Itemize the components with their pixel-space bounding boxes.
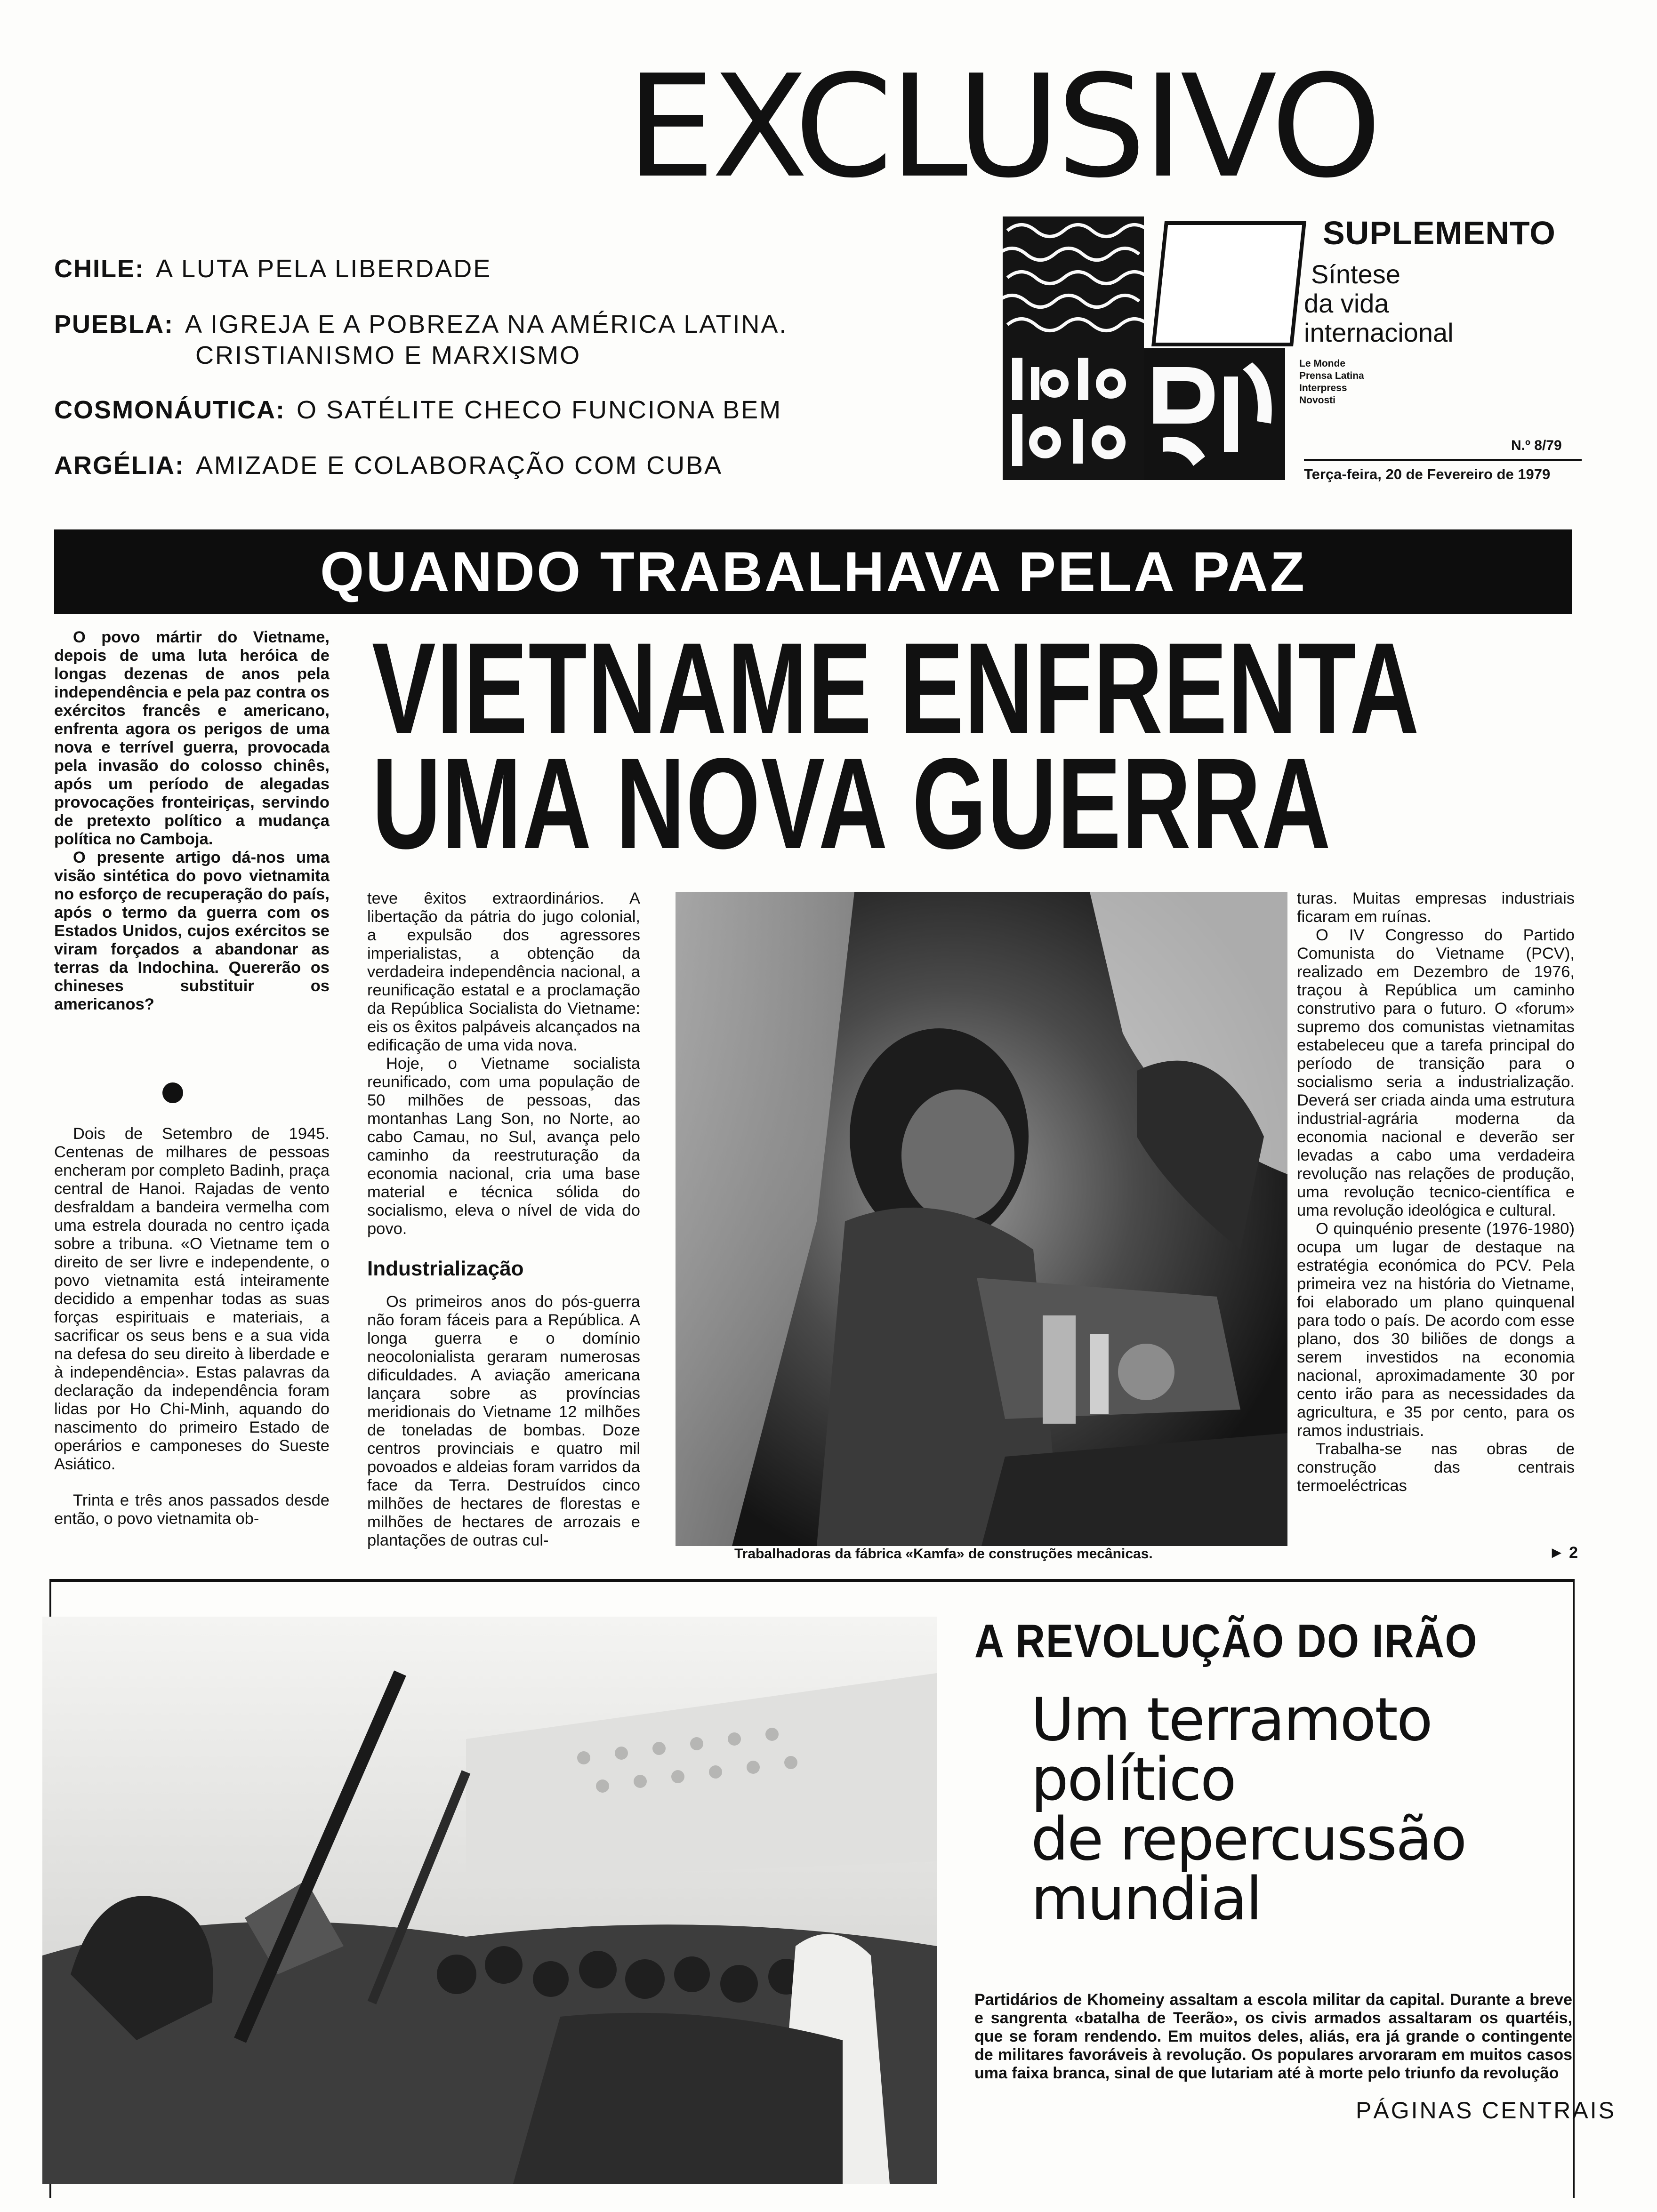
body-paragraph: O IV Congresso do Partido Comunista do Vietname (PCV), realizado em Dezembro de 1976, traçou à República um caminho construtivo para o futuro. O «forum» supremo dos comunistas vietnamitas estabeleceu que a tarefa principal do período de transição para o socialismo seria a industrialização. Deverá ser criada ainda uma estrutura industrial-agrária moderna da economia nacional e deverão ser levadas a cabo uma verdadeira revolução nas relações de produção, uma revolução tecnico-científica e uma revolução ideológica e cultural. — [1297, 926, 1575, 1219]
body-paragraph: teve êxitos extraordinários. A libertação da pátria do jugo colonial, a expulsão dos agressores imperialistas, a obtenção da verdadeira independência nacional, a reunificação estatal e a proclamação da República Socialista do Vietname: eis os êxitos palpáveis alcançados na edificação de uma vida nova. — [367, 890, 640, 1054]
article-lead — [54, 628, 330, 1014]
topic-puebla-line2 — [195, 341, 581, 370]
topic-label: CHILE: — [54, 255, 145, 283]
iran-headline-line: mundial — [1031, 1864, 1261, 1933]
topic-label: ARGÉLIA: — [54, 451, 185, 480]
topic-text: A IGREJA E A POBREZA NA AMÉRICA LATINA. — [185, 310, 788, 338]
body-paragraph: Trabalha-se nas obras de construção das centrais termoeléctricas — [1297, 1440, 1575, 1495]
date-rule — [1304, 459, 1582, 461]
topic-chile — [54, 254, 491, 283]
lead-paragraph: O povo mártir do Vietname, depois de uma luta heróica de longas dezenas de anos pela independência e pela paz contra os exércitos francês e americano, enfrenta agora os perigos de uma nova e terrível guerra, provocada pela invasão do colosso chinês, após um período de alegadas provocações fronteiriças, servindo de pretexto político a mudança política no Camboja. — [54, 628, 330, 848]
body-paragraph: Os primeiros anos do pós-guerra não foram fáceis para a República. A longa guerra e o domínio neocolonialista geraram numerosas dificuldades. A aviação americana lançara sobre as províncias meridionais do Vietname 12 milhões de toneladas de bombas. Doze centros provinciais e quatro mil povoados e aldeias foram varridos da face da Terra. Destruídos cinco milhões de hectares de florestas e milhões de hectares de arrozais e plantações de outras cul- — [367, 1293, 640, 1549]
body-paragraph: Dois de Setembro de 1945. Centenas de milhares de pessoas encheram por completo Badinh, praça central de Hanoi. Rajadas de vento desfraldam a bandeira vermelha com uma estrela dourada no centro içada sobre a tribuna. «O Vietname tem o direito de ser livre e independente, o povo vietnamita está inteiramente decidido a empenhar todas as suas forças espirituais e materiais, a sacrificar os seus bens e a sua vida na defesa do seu direito à liberdade e à independência». Estas palavras da declaração da independência foram lidas por Ho Chi-Minh, aquando do nascimento do primeiro Estado de operários e camponeses do Sueste Asiático. — [54, 1125, 330, 1473]
iran-headline-line: Um terramoto — [1031, 1685, 1432, 1754]
supplement-title: SUPLEMENTO — [1323, 215, 1556, 251]
iran-headline — [1031, 1685, 1596, 1933]
agency-item: Novosti — [1299, 395, 1336, 406]
topic-text: A LUTA PELA LIBERDADE — [155, 255, 492, 283]
article-column-3 — [1297, 890, 1575, 1495]
topic-text: CRISTIANISMO E MARXISMO — [195, 341, 581, 369]
headline-line: VIETNAME ENFRENTA — [372, 616, 1420, 761]
lead-paragraph: O presente artigo dá-nos uma visão sintética do povo vietnamita no esforço de recuperação do país, após o termo da guerra com os Estados Unidos, cujos exércitos se viram forçados a abandonar as terras da Indochina. Quererão os chineses substituir os americanos? — [54, 849, 330, 1013]
iran-kicker: A REVOLUÇÃO DO IRÃO — [974, 1615, 1478, 1667]
iran-headline-line: de repercussão — [1031, 1804, 1466, 1874]
topic-label: COSMONÁUTICA: — [54, 396, 285, 424]
center-pages-reference: PÁGINAS CENTRAIS — [1356, 2097, 1616, 2124]
topic-argelia — [54, 451, 723, 480]
bullet-separator — [162, 1082, 183, 1103]
topic-label: PUEBLA: — [54, 310, 174, 338]
photo-caption: Trabalhadoras da fábrica «Kamfa» de construções mecânicas. — [734, 1546, 1153, 1562]
factory-workers-photo — [676, 892, 1287, 1546]
section-subhead: Industrialização — [367, 1257, 524, 1280]
main-headline — [372, 616, 1420, 876]
body-paragraph: Hoje, o Vietname socialista reunificado, com uma população de 50 milhões de pessoas, das montanhas Lang Son, no Norte, ao cabo Camau, no Sul, avança pelo caminho da reestruturação da economia nacional, cria uma base material e técnica sólida do socialismo, eleva o nível de vida do povo. — [367, 1055, 640, 1238]
body-paragraph: O quinquénio presente (1976-1980) ocupa um lugar de destaque na estratégia económica do PCV. Pela primeira vez na história do Vietname, foi elaborado um plano quinquenal para todo o país. De acordo com esse plano, dos 30 biliões de dongs a serem investidos na economia nacional, aproximadamente 30 por cento irão para as necessidades da agricultura, e 35 por cento, para os ramos industriais. — [1297, 1220, 1575, 1440]
iran-headline-line: político — [1031, 1745, 1235, 1814]
headline-line: UMA NOVA GUERRA — [372, 731, 1332, 876]
iran-photo-caption: Partidários de Khomeiny assaltam a escola militar da capital. Durante a breve e sangrenta «batalha de Teerão», os civis armados assaltaram os quartéis, que se foram rendendo. Em muitos deles, aliás, era já grande o contingente de militares favoráveis à revolução. Os populares arvoraram em muitos casos uma faixa branca, sinal de que lutariam até à morte pelo triunfo da revolução — [974, 1991, 1572, 2082]
body-paragraph: Trinta e três anos passados desde então, o povo vietnamita ob- — [54, 1491, 330, 1528]
supplement-subtitle — [1304, 260, 1502, 347]
article-column-2 — [367, 890, 640, 1550]
continued-page: ► 2 — [1549, 1544, 1578, 1562]
diario-logo-tile — [1144, 348, 1285, 480]
topic-text: O SATÉLITE CHECO FUNCIONA BEM — [296, 396, 782, 424]
topic-cosmonautica — [54, 395, 782, 425]
banner-headline: QUANDO TRABALHAVA PELA PAZ — [54, 529, 1572, 614]
continued-page-number: 2 — [1569, 1544, 1578, 1562]
topic-puebla — [54, 310, 788, 339]
masthead-title: EXCLUSIVO — [626, 45, 1378, 209]
topic-text: AMIZADE E COLABORAÇÃO COM CUBA — [195, 451, 723, 480]
subtitle-line: da vida — [1304, 289, 1389, 318]
diario-de-lisboa-logo — [1003, 216, 1144, 480]
agency-list — [1299, 358, 1364, 407]
issue-number: N.º 8/79 — [1511, 438, 1562, 453]
agency-item: Prensa Latina — [1299, 370, 1364, 381]
tehran-crowd-photo — [42, 1617, 937, 2184]
issue-date: Terça-feira, 20 de Fevereiro de 1979 — [1304, 466, 1551, 482]
body-paragraph: turas. Muitas empresas industriais ficaram em ruínas. — [1297, 890, 1575, 926]
article-column-1 — [54, 1125, 330, 1528]
subtitle-line: internacional — [1304, 318, 1454, 347]
agency-item: Interpress — [1299, 383, 1347, 393]
logo-frame-box — [1151, 221, 1306, 346]
subtitle-line: Síntese — [1311, 259, 1400, 289]
agency-item: Le Monde — [1299, 358, 1345, 369]
